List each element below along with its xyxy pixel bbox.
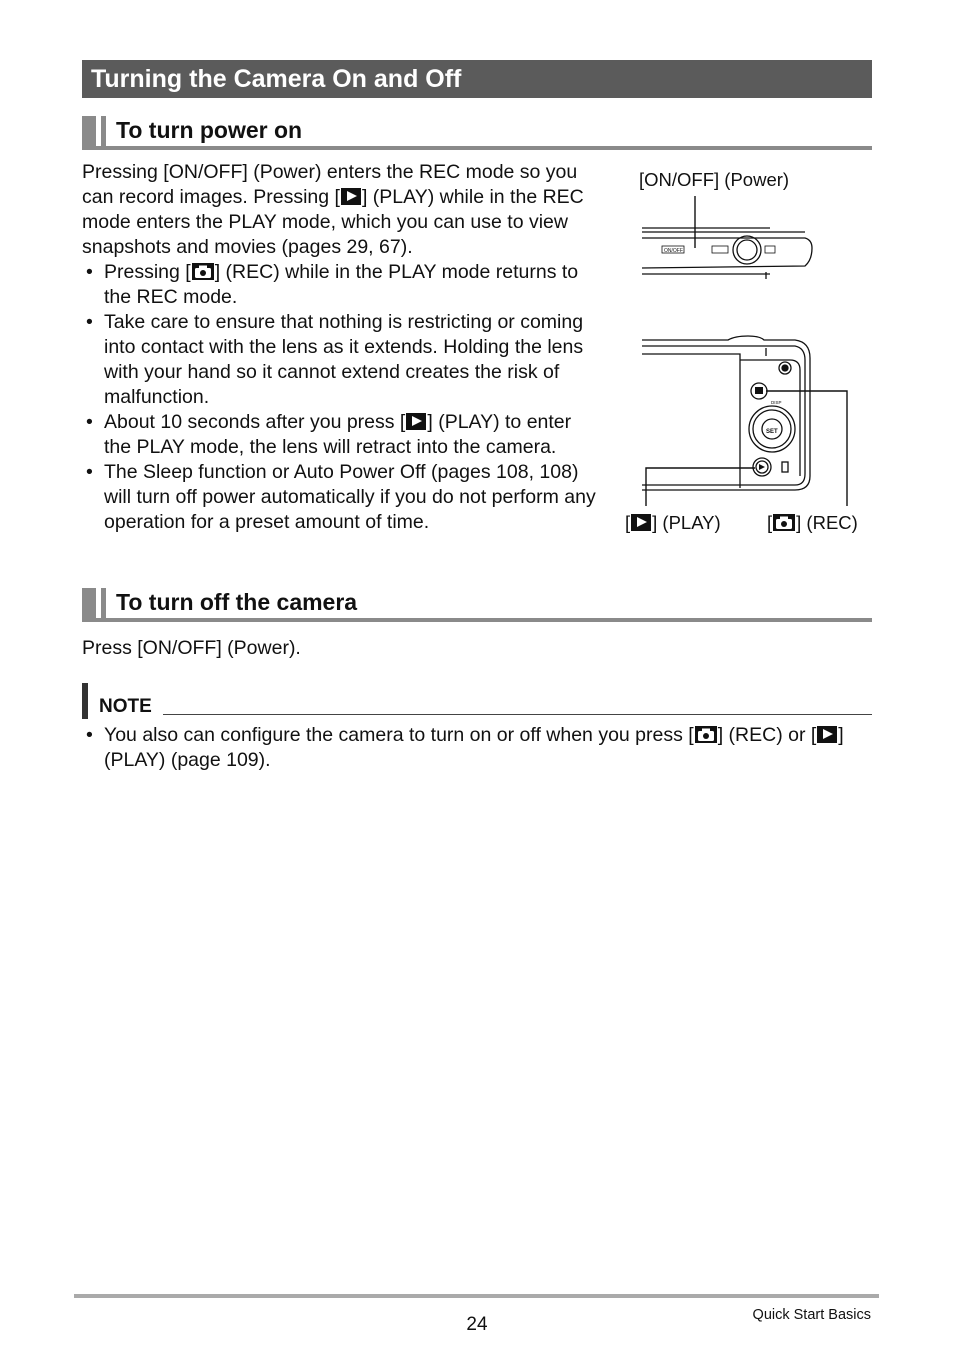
play-button-icon xyxy=(759,464,765,470)
play-icon xyxy=(341,188,361,205)
section-heading-text: To turn power on xyxy=(116,117,303,143)
note-label: NOTE xyxy=(99,696,152,717)
list-item: • Pressing [ ] (REC) while in the PLAY mode returns to the REC mode. xyxy=(82,260,602,310)
list-item: • Take care to ensure that nothing is restricting or coming into contact with the lens as it extends. Holding the lens with your hand so it cannot extend creates the risk of malfunction. xyxy=(82,310,602,410)
power-off-text: Press [ON/OFF] (Power). xyxy=(82,637,301,659)
list-item: • The Sleep function or Auto Power Off (pages 108, 108) will turn off power automatically if you do not perform any operation for a preset amount of time. xyxy=(82,460,602,535)
list-item: • You also can configure the camera to turn on or off when you press [ ] (REC) or [ ] (PLAY) (page 109). xyxy=(82,723,872,773)
onoff-marking: ON/OFF xyxy=(664,248,683,254)
note-body xyxy=(82,723,872,773)
play-icon xyxy=(406,413,426,430)
disp-marking: DISP xyxy=(771,400,782,405)
list-item: • About 10 seconds after you press [ ] (PLAY) to enter the PLAY mode, the lens will retract into the camera. xyxy=(82,410,602,460)
camera-illustration xyxy=(600,190,880,510)
camera-icon xyxy=(773,514,795,531)
section-heading-text: To turn off the camera xyxy=(116,589,358,615)
power-on-bullets xyxy=(82,260,602,535)
power-button-label: [ON/OFF] (Power) xyxy=(639,169,790,190)
camera-back-view xyxy=(642,336,810,490)
rec-button-icon xyxy=(755,387,763,394)
power-on-paragraph: Pressing [ON/OFF] (Power) enters the REC mode so you can record images. Pressing [ ] (PLAY) while in the REC mode enters the PLAY mode, which you can use to view snapshots and movies (pages 29, 67). xyxy=(82,161,584,258)
section-heading-power-on xyxy=(82,114,872,150)
set-button-marking: SET xyxy=(766,429,778,435)
section-heading-power-off xyxy=(82,586,872,622)
rec-leader-line xyxy=(766,391,847,506)
page-title: Turning the Camera On and Off xyxy=(82,60,872,98)
note-rule xyxy=(163,714,872,715)
camera-icon xyxy=(192,263,214,280)
footer-section-name: Quick Start Basics xyxy=(752,1307,871,1323)
play-icon xyxy=(631,514,651,531)
play-icon xyxy=(817,726,837,743)
rec-button-label: [ ] (REC) xyxy=(767,512,858,533)
page-number: 24 xyxy=(466,1314,488,1335)
camera-icon xyxy=(695,726,717,743)
play-leader-line xyxy=(646,468,755,506)
footer-rule xyxy=(74,1294,879,1298)
play-button-label: [ ] (PLAY) xyxy=(625,512,721,533)
power-on-body xyxy=(82,160,602,535)
note-bar xyxy=(82,683,88,719)
